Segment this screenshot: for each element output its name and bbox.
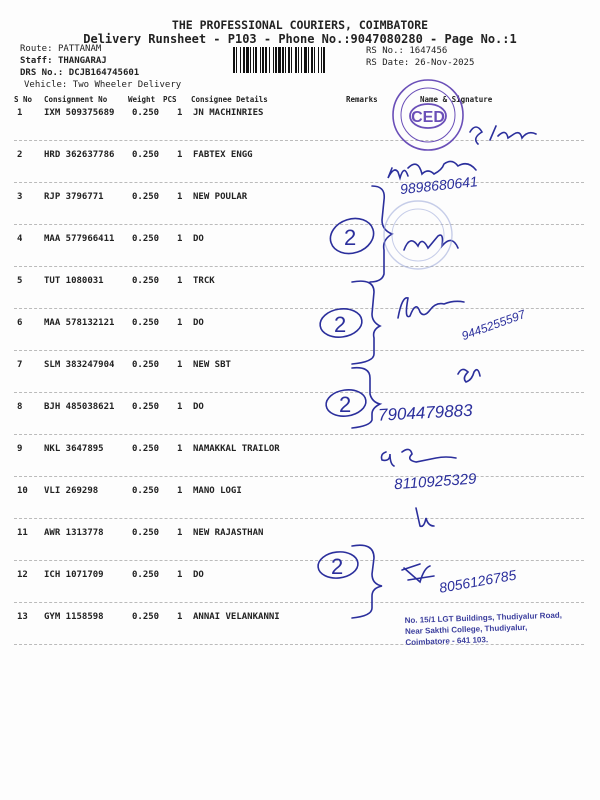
row-pcs: 1 <box>177 486 183 496</box>
row-pcs: 1 <box>177 402 183 412</box>
rs-date-value: 26-Nov-2025 <box>414 58 475 68</box>
barcode-bar <box>318 47 319 73</box>
barcode-bar <box>298 47 299 73</box>
row-sno: 12 <box>17 570 28 580</box>
row-weight: 0.250 <box>132 570 160 580</box>
barcode-bar <box>243 47 245 73</box>
staff-value: THANGARAJ <box>57 56 107 66</box>
row-consignment-no: BJH 485038621 <box>44 402 115 412</box>
rs-no-line <box>366 46 447 56</box>
address-stamp <box>404 609 580 648</box>
barcode-bar <box>278 47 281 73</box>
barcode-bar <box>291 47 292 73</box>
row-weight: 0.250 <box>132 528 160 538</box>
row-sno: 3 <box>17 192 23 202</box>
row-consignee: ANNAI VELANKANNI <box>193 612 280 622</box>
staff-label: Staff: <box>20 56 53 66</box>
barcode-bar <box>240 47 241 73</box>
row-pcs: 1 <box>177 318 183 328</box>
handwritten-phone-row12: 8056126785 <box>437 566 518 596</box>
row-divider <box>14 602 584 603</box>
row-consignee: FABTEX ENGG <box>193 150 253 160</box>
address-line-2: Near Sakthi College, Thudiyalur, <box>404 622 528 637</box>
table-row <box>0 528 600 570</box>
row-sno: 9 <box>17 444 23 454</box>
rs-no-label: RS No.: <box>366 46 404 56</box>
row-weight: 0.250 <box>132 444 160 454</box>
row-consignment-no: VLI 269298 <box>44 486 99 496</box>
row-sno: 8 <box>17 402 23 412</box>
row-sno: 2 <box>17 150 23 160</box>
barcode-bar <box>236 47 237 73</box>
row-consignment-no: MAA 577966411 <box>44 234 115 244</box>
table-row <box>0 150 600 192</box>
table-row <box>0 570 600 612</box>
row-pcs: 1 <box>177 234 183 244</box>
drs-label: DRS No.: <box>20 68 64 78</box>
table-row <box>0 360 600 402</box>
drs-line <box>20 68 139 78</box>
row-consignee: NAMAKKAL TRAILOR <box>193 444 280 454</box>
row-sno: 6 <box>17 318 23 328</box>
row-weight: 0.250 <box>132 318 160 328</box>
row-consignee: DO <box>193 318 204 328</box>
staff-line <box>20 56 107 66</box>
row-sno: 10 <box>17 486 28 496</box>
handwritten-phone-row8: 7904479883 <box>377 400 474 425</box>
route-line <box>20 44 101 54</box>
col-header-consignment: Consignment No <box>44 95 108 104</box>
vehicle-value: Two Wheeler Delivery <box>72 80 182 90</box>
count-mark-rows-12-13: 2 <box>331 554 344 579</box>
row-weight: 0.250 <box>132 234 160 244</box>
count-mark-rows-3-4: 2 <box>344 225 357 250</box>
barcode-bar <box>253 47 254 73</box>
row-consignment-no: NKL 3647895 <box>44 444 104 454</box>
route-value: PATTANAM <box>57 44 102 54</box>
barcode-bar <box>288 47 290 73</box>
row-consignment-no: ICH 1071709 <box>44 570 104 580</box>
col-header-pcs: PCS <box>163 95 177 104</box>
barcode-bar <box>246 47 249 73</box>
row-pcs: 1 <box>177 570 183 580</box>
rs-no-value: 1647456 <box>409 46 448 56</box>
barcode-bar <box>304 47 307 73</box>
table-row <box>0 402 600 444</box>
row-weight: 0.250 <box>132 108 160 118</box>
barcode-bar <box>260 47 261 73</box>
row-pcs: 1 <box>177 150 183 160</box>
row-sno: 11 <box>17 528 28 538</box>
row-divider <box>14 434 584 435</box>
vehicle-label: Vehicle: <box>24 80 68 90</box>
vehicle-line <box>24 80 181 90</box>
row-weight: 0.250 <box>132 486 160 496</box>
row-weight: 0.250 <box>132 612 160 622</box>
route-label: Route: <box>20 44 53 54</box>
handwritten-phone-row9: 8110925329 <box>393 470 477 494</box>
row-consignment-no: HRD 362637786 <box>44 150 115 160</box>
barcode-bar <box>265 47 267 73</box>
col-header-weight: Weight <box>128 95 156 104</box>
table-row <box>0 444 600 486</box>
handwritten-phone-row2: 9898680641 <box>399 173 479 198</box>
row-divider <box>14 224 584 225</box>
table-row <box>0 486 600 528</box>
count-mark-rows-7-8: 2 <box>339 392 352 417</box>
row-consignment-no: RJP 3796771 <box>44 192 104 202</box>
row-consignee: NEW RAJASTHAN <box>193 528 264 538</box>
barcode-bar <box>250 47 251 73</box>
row-consignment-no: TUT 1080031 <box>44 276 104 286</box>
row-divider <box>14 266 584 267</box>
row-weight: 0.250 <box>132 276 160 286</box>
row-pcs: 1 <box>177 528 183 538</box>
row-consignee: MANO LOGI <box>193 486 242 496</box>
barcode-bar <box>262 47 264 73</box>
row-pcs: 1 <box>177 108 183 118</box>
row-weight: 0.250 <box>132 150 160 160</box>
stamp-text: CED <box>411 109 445 126</box>
row-pcs: 1 <box>177 612 183 622</box>
row-weight: 0.250 <box>132 402 160 412</box>
col-header-sno: S No <box>14 95 33 104</box>
barcode-bar <box>323 47 325 73</box>
table-row <box>0 108 600 150</box>
row-consignee: DO <box>193 234 204 244</box>
barcode-bar <box>275 47 277 73</box>
row-consignment-no: AWR 1313778 <box>44 528 104 538</box>
barcode-bar <box>321 47 322 73</box>
barcode-bar <box>308 47 309 73</box>
row-consignee: JN MACHINRIES <box>193 108 264 118</box>
barcode-bar <box>285 47 286 73</box>
row-divider <box>14 308 584 309</box>
row-sno: 4 <box>17 234 23 244</box>
drs-value: DCJB164745601 <box>68 68 140 78</box>
rs-date-label: RS Date: <box>366 58 410 68</box>
row-consignee: DO <box>193 402 204 412</box>
row-consignee: NEW POULAR <box>193 192 248 202</box>
handwritten-phone-row6: 9445255597 <box>459 307 528 344</box>
row-consignment-no: SLM 383247904 <box>44 360 115 370</box>
barcode <box>233 47 361 73</box>
row-divider <box>14 182 584 183</box>
row-consignment-no: GYM 1158598 <box>44 612 104 622</box>
row-pcs: 1 <box>177 276 183 286</box>
col-header-signature: Name & Signature <box>420 95 493 104</box>
row-divider <box>14 350 584 351</box>
barcode-bar <box>301 47 302 73</box>
col-header-consignee: Consignee Details <box>191 95 268 104</box>
row-divider <box>14 476 584 477</box>
address-line-3: Coimbatore - 641 103. <box>405 635 489 648</box>
barcode-bar <box>273 47 274 73</box>
col-header-remarks: Remarks <box>346 95 378 104</box>
barcode-bar <box>282 47 284 73</box>
row-consignment-no: IXM 509375689 <box>44 108 115 118</box>
row-weight: 0.250 <box>132 360 160 370</box>
barcode-bar <box>255 47 257 73</box>
row-consignee: TRCK <box>193 276 215 286</box>
row-consignee: NEW SBT <box>193 360 231 370</box>
table-row <box>0 276 600 318</box>
barcode-bar <box>269 47 270 73</box>
row-sno: 5 <box>17 276 23 286</box>
rs-date-line <box>366 58 474 68</box>
row-sno: 1 <box>17 108 23 118</box>
row-divider <box>14 392 584 393</box>
barcode-bar <box>233 47 235 73</box>
count-mark-rows-5-6: 2 <box>334 312 347 337</box>
row-consignee: DO <box>193 570 204 580</box>
row-pcs: 1 <box>177 444 183 454</box>
row-pcs: 1 <box>177 360 183 370</box>
barcode-bar <box>295 47 297 73</box>
table-row <box>0 318 600 360</box>
barcode-bar <box>314 47 315 73</box>
row-sno: 7 <box>17 360 23 370</box>
row-sno: 13 <box>17 612 28 622</box>
company-title: THE PROFESSIONAL COURIERS, COIMBATORE <box>171 18 429 32</box>
row-weight: 0.250 <box>132 192 160 202</box>
row-consignment-no: MAA 578132121 <box>44 318 115 328</box>
row-divider <box>14 560 584 561</box>
address-line-1: No. 15/1 LGT Buildings, Thudiyalur Road, <box>404 610 563 626</box>
table-row <box>0 234 600 276</box>
table-row <box>0 192 600 234</box>
row-divider <box>14 140 584 141</box>
row-pcs: 1 <box>177 192 183 202</box>
row-divider <box>14 518 584 519</box>
barcode-bar <box>311 47 313 73</box>
runsheet-subtitle: Delivery Runsheet - P103 - Phone No.:9047080280 - Page No.:1 <box>83 32 517 46</box>
